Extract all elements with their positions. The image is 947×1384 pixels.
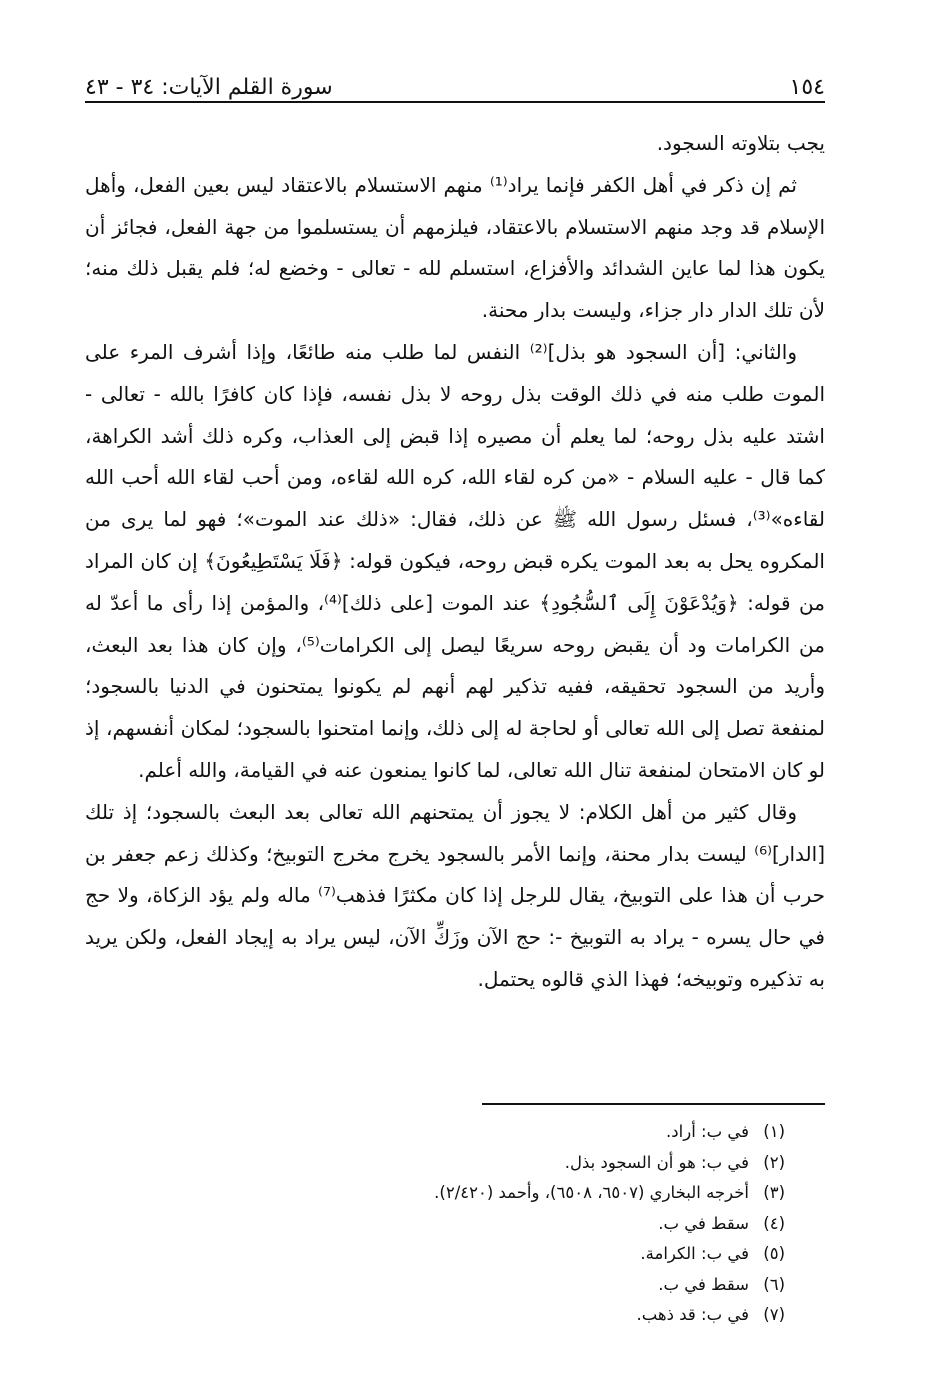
footnote-text: في ب: أراد. xyxy=(666,1122,749,1141)
footnote-text: في ب: هو أن السجود بذل. xyxy=(564,1152,749,1172)
footnote xyxy=(85,1300,785,1331)
running-title: سورة القلم الآيات: ٣٤ - ٤٣ xyxy=(85,75,333,100)
paragraph: ثم إن ذكر في أهل الكفر فإنما يراد⁽¹⁾ منهم الاستسلام بالاعتقاد ليس بعين الفعل، وأهل الإسلام قد وجد منهم الاستسلام بالاعتقاد، فيلزمهم أن يستسلموا من جهة الفعل، فجائز أن يكون هذا لما عاين الشدائد والأفزاع، استسلم لله - تعالى - وخضع له؛ فلم يقبل ذلك منه؛ لأن تلك الدار دار جزاء، وليست بدار محنة. xyxy=(85,172,825,323)
footnote-number: (٤) xyxy=(763,1213,785,1233)
footnote-text: سقط في ب. xyxy=(658,1213,749,1233)
footnote xyxy=(85,1209,785,1240)
page-header xyxy=(85,60,825,100)
paragraph: يجب بتلاوته السجود. xyxy=(656,131,825,155)
footnote-rule xyxy=(482,1103,825,1105)
footnote xyxy=(85,1239,785,1270)
footnote-number: (١) xyxy=(763,1122,785,1141)
footnote xyxy=(85,1117,785,1148)
paragraph: وقال كثير من أهل الكلام: لا يجوز أن يمتحنهم الله تعالى بعد البعث بالسجود؛ إذ تلك [الدار]⁽⁶⁾ ليست بدار محنة، وإنما الأمر بالسجود يخرج مخرج التوبيخ؛ وكذلك زعم جعفر بن حرب أن هذا على التوبيخ، يقال للرجل إذا كان مكثرًا فذهب⁽⁷⁾ ماله ولم يؤد الزكاة، ولا حج في حال يسره - يراد به التوبيخ -: حج الآن وزَكِّ الآن، ليس يراد به إيجاد الفعل، ولكن يريد به تذكيره وتوبيخه؛ فهذا الذي قالوه يحتمل. xyxy=(85,799,825,991)
main-text xyxy=(85,123,825,1001)
paragraph: والثاني: [أن السجود هو بذل]⁽²⁾ النفس لما طلب منه طائعًا، وإذا أشرف المرء على الموت طلب منه في ذلك الوقت بذل روحه لا بذل نفسه، فإذا كان كافرًا بالله - تعالى - اشتد عليه بذل روحه؛ لما يعلم أن مصيره إذا قبض إلى العذاب، وكره ذلك أشد الكراهة، كما قال - عليه السلام - «من كره لقاء الله، كره الله لقاءه، ومن أحب لقاء الله أحب الله لقاءه»⁽³⁾، فسئل رسول الله ﷺ عن ذلك، فقال: «ذلك عند الموت»؛ فهو لما يرى من المكروه يحل به بعد الموت يكره قبض روحه، فيكون قوله: ﴿فَلَا يَسْتَطِيعُونَ﴾ إن كان المراد من قوله: ﴿وَيُدْعَوْنَ إِلَى ٱلسُّجُودِ﴾ عند الموت [على ذلك]⁽⁴⁾، والمؤمن إذا رأى ما أعدّ له من الكرامات ود أن يقبض روحه سريعًا ليصل إلى الكرامات⁽⁵⁾، وإن كان هذا بعد البعث، وأريد من السجود تحقيقه، ففيه تذكير لهم أنهم لم يكونوا يمتحنون في الدنيا بالسجود؛ لمنفعة تصل إلى الله تعالى أو لحاجة له إلى ذلك، وإنما امتحنوا بالسجود؛ لمكان أنفسهم، إذ لو كان الامتحان لمنفعة تنال الله تعالى، لما كانوا يمنعون عنه في القيامة، والله أعلم. xyxy=(85,339,825,782)
footnote-number: (٥) xyxy=(763,1244,785,1263)
header-rule xyxy=(85,101,825,103)
footnote-text: في ب: الكرامة. xyxy=(640,1244,749,1263)
footnote xyxy=(85,1148,785,1179)
footnote-text: في ب: قد ذهب. xyxy=(636,1305,749,1324)
footnote-text: أخرجه البخاري (٦٥٠٧، ٦٥٠٨)، وأحمد (٢/٤٢٠). xyxy=(434,1183,749,1202)
footnote-text: سقط في ب. xyxy=(658,1274,749,1294)
footnote-number: (٧) xyxy=(763,1305,785,1324)
footnote-number: (٦) xyxy=(763,1274,785,1294)
footnote xyxy=(85,1178,785,1209)
footnote-number: (٢) xyxy=(763,1152,785,1172)
page-number: ١٥٤ xyxy=(789,75,825,100)
footnote-number: (٣) xyxy=(763,1183,785,1202)
footnote xyxy=(85,1270,785,1301)
footnotes xyxy=(85,1117,785,1331)
